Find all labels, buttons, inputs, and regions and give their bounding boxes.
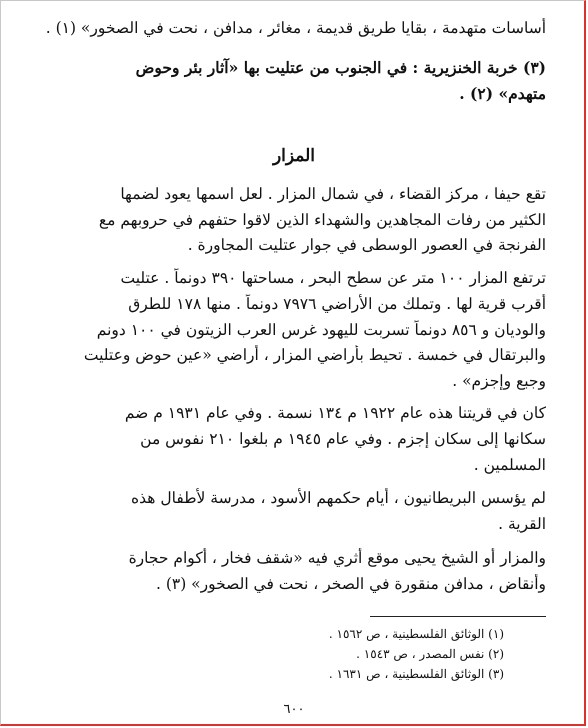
page-number: ٦٠٠	[283, 702, 305, 717]
text-line: لم يؤسس البريطانيون ، أيام حكمهم الأسود ، مدرسة لأطفال هذه	[131, 489, 546, 507]
text-line: أساسات متهدمة ، بقايا طريق قديمة ، مغائر ، مدافن ، نحت في الصخور» (١) .	[45, 19, 546, 37]
footnote: (٢) نفس المصدر ، ص ١٥٤٣ .	[356, 647, 504, 661]
text-line: تقع حيفا ، مركز القضاء ، في شمال المزار . لعل اسمها يعود لضمها	[120, 185, 546, 203]
text-line: متهدم» (٢) .	[459, 84, 546, 103]
text-line: الكثير من رفات المجاهدين والشهداء الذين لاقوا حتفهم في حروبهم مع	[98, 211, 546, 229]
footnote: (١) الوثائق الفلسطينية ، ص ١٥٦٢ .	[328, 627, 504, 641]
text-line: والمزار أو الشيخ يحيى موقع أثري فيه «شقف فخار ، أكوام حجارة	[128, 549, 546, 567]
text-line: وأنقاض ، مدافن منقورة في الصخر ، نحت في الصخور» (٣) .	[155, 575, 546, 593]
text-line: ترتفع المزار ١٠٠ متر عن سطح البحر ، مساحتها ٣٩٠ دونماً . عتليت	[120, 269, 546, 287]
text-line: الفرنجة في العصور الوسطى في جوار عتليت المجاورة .	[187, 236, 546, 254]
text-line: سكانها إلى سكان إجزم . وفي عام ١٩٤٥ م بلغوا ٢١٠ نفوس من	[140, 430, 546, 448]
footnote: (٣) الوثائق الفلسطينية ، ص ١٦٣١ .	[328, 667, 504, 681]
text-line: القرية .	[498, 515, 546, 533]
text-line: وجبع وإجزم» .	[452, 372, 546, 390]
footnote-rule	[370, 616, 546, 617]
section-heading: المزار	[272, 146, 316, 166]
text-line: والوديان و ٨٥٦ دونماً تسربت لليهود غرس العرب الزيتون في ١٠٠ دونم	[96, 321, 546, 339]
text-line: أقرب قرية لها . وتملك من الأراضي ٧٩٧٦ دونماً . منها ١٧٨ للطرق	[128, 295, 546, 313]
text-line: المسلمين .	[473, 456, 546, 474]
text-line: (٣) خربة الخنزيرية : في الجنوب من عتليت بها «آثار بئر وحوض	[135, 58, 546, 77]
text-line: كان في قريتنا هذه عام ١٩٢٢ م ١٣٤ نسمة . وفي عام ١٩٣١ م ضم	[124, 404, 546, 422]
text-line: والبرتقال في خمسة . تحيط بأراضي المزار ، أراضي «عين حوض وعتليت	[83, 346, 546, 364]
